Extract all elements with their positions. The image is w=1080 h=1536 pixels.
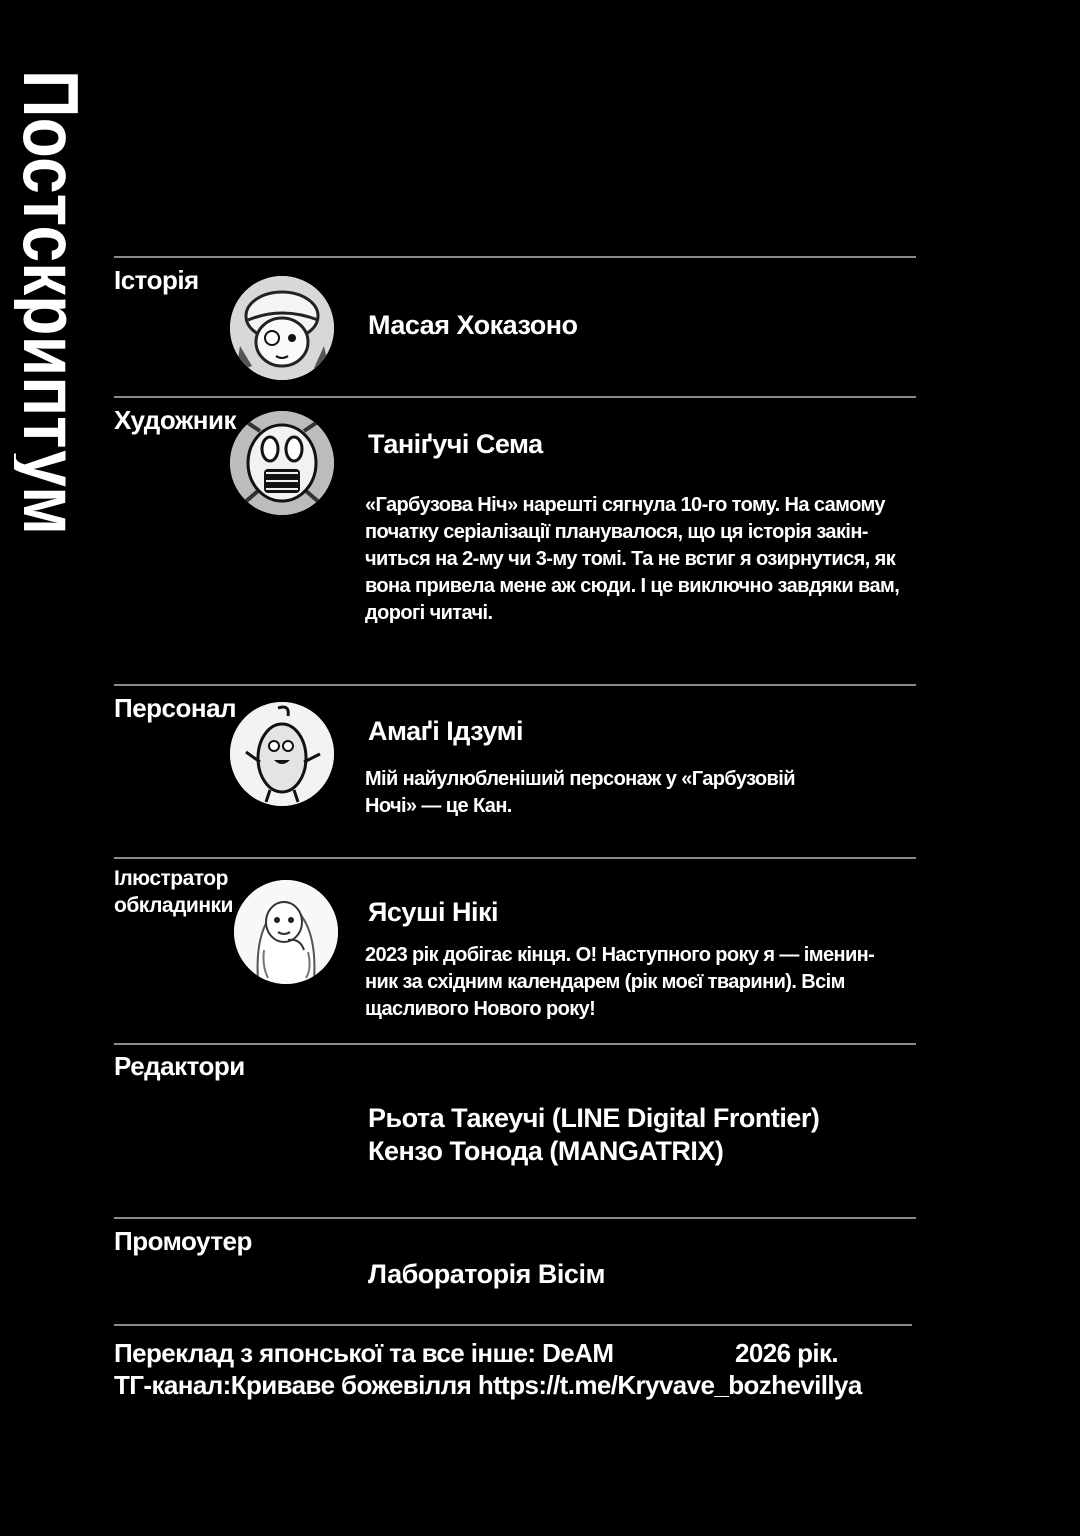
author-avatar-story [230,276,334,380]
divider [114,1324,912,1326]
channel-link[interactable]: ТГ-канал:Криваве божевілля https://t.me/Kryvave_bozhevillya [114,1370,862,1400]
message-line: 2023 рік добігає кінця. О! Наступного року я — іменин- [365,944,875,966]
section-label-cover [114,865,233,919]
message-line: читься на 2-му чи 3-му томі. Та не встиг я озирнутися, як [365,548,896,570]
divider [114,396,916,398]
author-avatar-cover [234,880,338,984]
author-name-staff: Амаґі Ідзумі [368,716,524,746]
message-line: щасливого Нового року! [365,998,596,1020]
page-title-text: Постскриптум [14,70,94,540]
author-avatar-artist [230,411,334,515]
divider [114,684,916,686]
label-line: Ілюстратор [114,867,228,890]
editor-name: Рьота Такеучі (LINE Digital Frontier) [368,1103,820,1133]
message-line: «Гарбузова Ніч» нарешті сягнула 10-го тому. На самому [365,494,885,516]
message-line: Мій найулюбленіший персонаж у «Гарбузовій [365,768,795,790]
author-name-story: Масая Хоказоно [368,310,578,340]
author-message-cover [365,942,874,1023]
divider [114,1043,916,1045]
promoter-name: Лабораторія Вісім [368,1259,605,1289]
translation-credit: Переклад з японської та все інше: DeAM [114,1338,614,1368]
divider [114,256,916,258]
year-text: 2026 рік. [735,1338,839,1368]
divider [114,1217,916,1219]
page-title-svg [14,70,94,540]
divider [114,857,916,859]
section-label-story: Історія [114,265,199,295]
editor-name: Кензо Тонода (MANGATRIX) [368,1136,724,1166]
author-name-cover: Ясуші Нікі [368,897,498,927]
label-line: обкладинки [114,894,233,917]
message-line: Ночі» — це Кан. [365,795,512,817]
message-line: вона привела мене аж сюди. І це виключно завдяки вам, [365,575,900,597]
message-line: дорогі читачі. [365,602,493,624]
message-line: ник за східним календарем (рік моєї тварини). Всім [365,971,845,993]
section-label-promoter: Промоутер [114,1226,252,1256]
message-line: початку серіалізації планувалося, що ця історія закін- [365,521,868,543]
author-avatar-staff [230,702,334,806]
section-label-staff: Персонал [114,693,237,723]
section-label-editors: Редактори [114,1051,245,1081]
author-name-artist: Таніґучі Сема [368,429,543,459]
section-label-artist: Художник [114,405,236,435]
page-title [14,70,94,540]
author-message-staff [365,766,795,820]
author-message-artist [365,492,899,627]
